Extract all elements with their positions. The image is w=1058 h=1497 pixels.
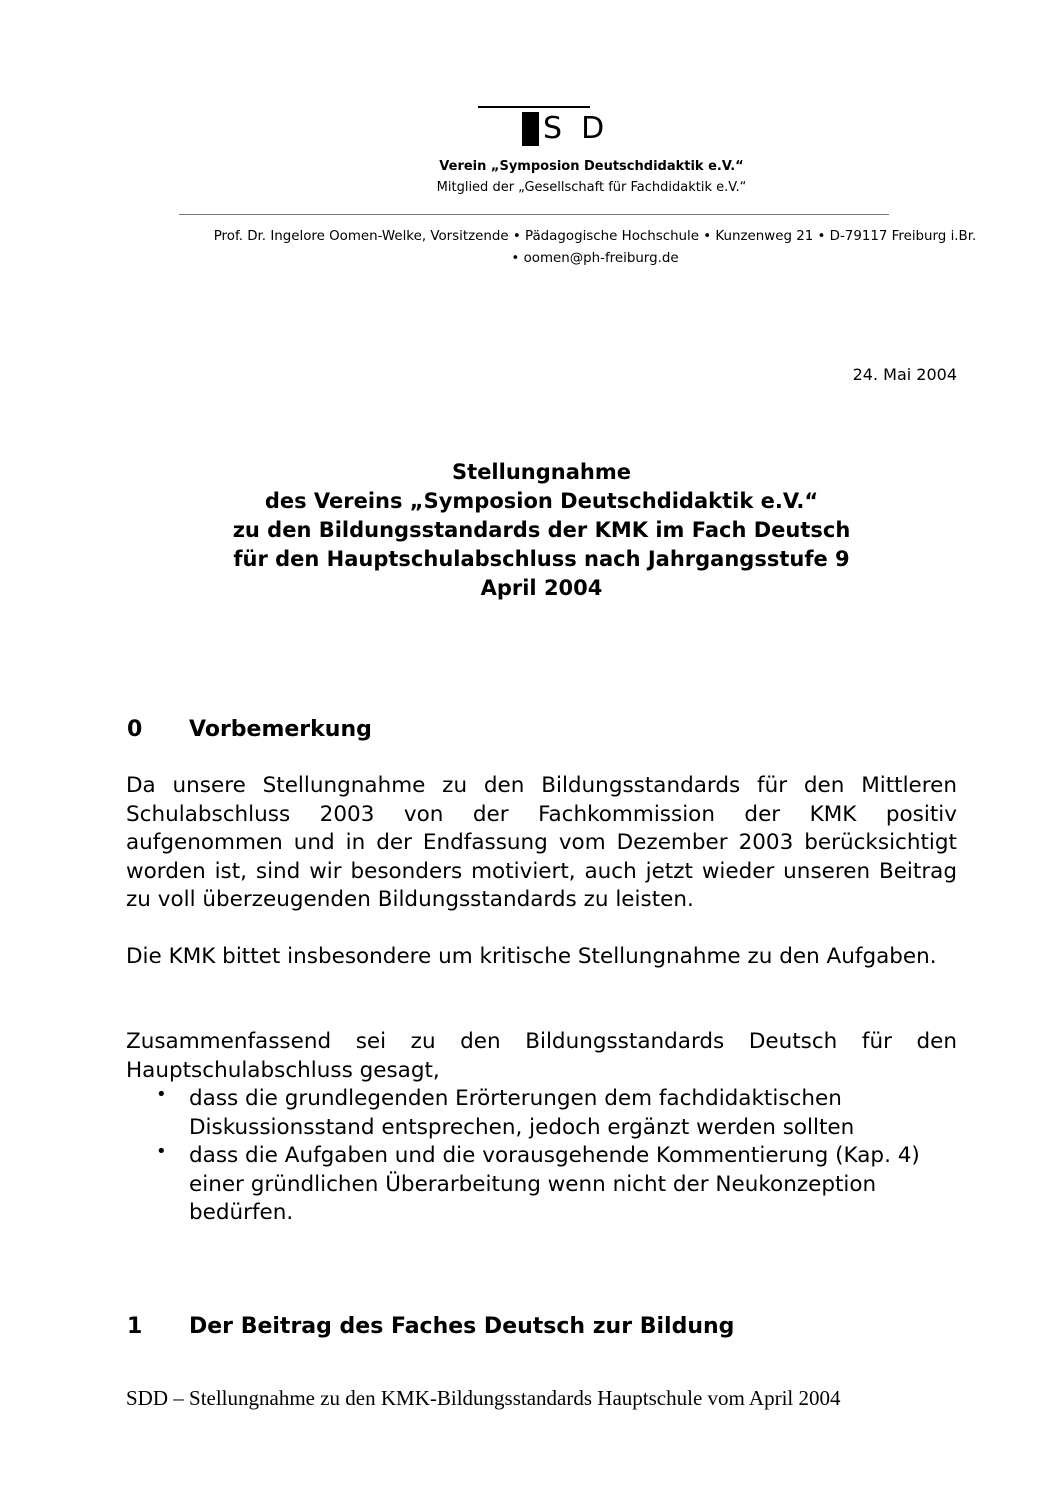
organization-name: Verein „Symposion Deutschdidaktik e.V.“ [439,159,744,174]
logo-block [522,112,539,146]
section-number: 0 [127,717,143,742]
title-line: für den Hauptschulabschluss nach Jahrgangsstufe 9 [233,547,850,571]
paragraph: Die KMK bittet insbesondere um kritische Stellungnahme zu den Aufgaben. [126,944,937,969]
contact-line: Prof. Dr. Ingelore Oomen-Welke, Vorsitzende • Pädagogische Hochschule • Kunzenweg 21 • D-79117 Freiburg i.Br. [213,229,977,244]
list-item [150,1142,950,1228]
section-title: Der Beitrag des Faches Deutsch zur Bildung [189,1314,735,1339]
document-title [0,458,1058,603]
section-heading-0 [127,715,372,745]
paragraph: Zusammenfassend sei zu den Bildungsstandards Deutsch für den Hauptschulabschluss gesagt, [126,1029,957,1083]
title-line: zu den Bildungsstandards der KMK im Fach Deutsch [232,518,851,542]
title-line: Stellungnahme [452,460,631,484]
summary-bullet-list [150,1085,950,1228]
document-date: 24. Mai 2004 [852,365,957,384]
section-number: 1 [127,1314,143,1339]
section-title: Vorbemerkung [189,717,372,742]
organization-membership: Mitglied der „Gesellschaft für Fachdidaktik e.V.“ [436,180,747,195]
sdd-logo [478,106,605,146]
title-line: April 2004 [480,576,603,600]
list-item-text: dass die Aufgaben und die vorausgehende Kommentierung (Kap. 4) einer gründlichen Überarbeitung wenn nicht der Neukonzeption bedürfen. [189,1143,920,1225]
title-line: des Vereins „Symposion Deutschdidaktik e.V.“ [264,489,819,513]
logo-bar [478,106,590,108]
list-item [150,1085,950,1142]
bullet-icon: • [156,1084,167,1105]
header-divider [179,214,889,215]
list-item-text: dass die grundlegenden Erörterungen dem fachdidaktischen Diskussionsstand entsprechen, jedoch ergänzt werden sollten [189,1086,855,1140]
section-heading-1 [127,1312,734,1342]
contact-email: • oomen@ph-freiburg.de [511,251,679,266]
bullet-icon: • [156,1141,167,1162]
contact-info [120,226,1058,270]
paragraph: Da unsere Stellungnahme zu den Bildungsstandards für den Mittleren Schulabschluss 2003 von der Fachkommission der KMK positiv aufgenommen und in der Endfassung vom Dezember 2003 berücksichtigt worden ist, sind wir besonders motiviert, auch jetzt wieder unseren Beitrag zu voll überzeugenden Bildungsstandards zu leisten. [126,773,957,912]
logo-letters: S D [543,111,605,146]
page-footer: SDD – Stellungnahme zu den KMK-Bildungsstandards Hauptschule vom April 2004 [126,1386,841,1410]
